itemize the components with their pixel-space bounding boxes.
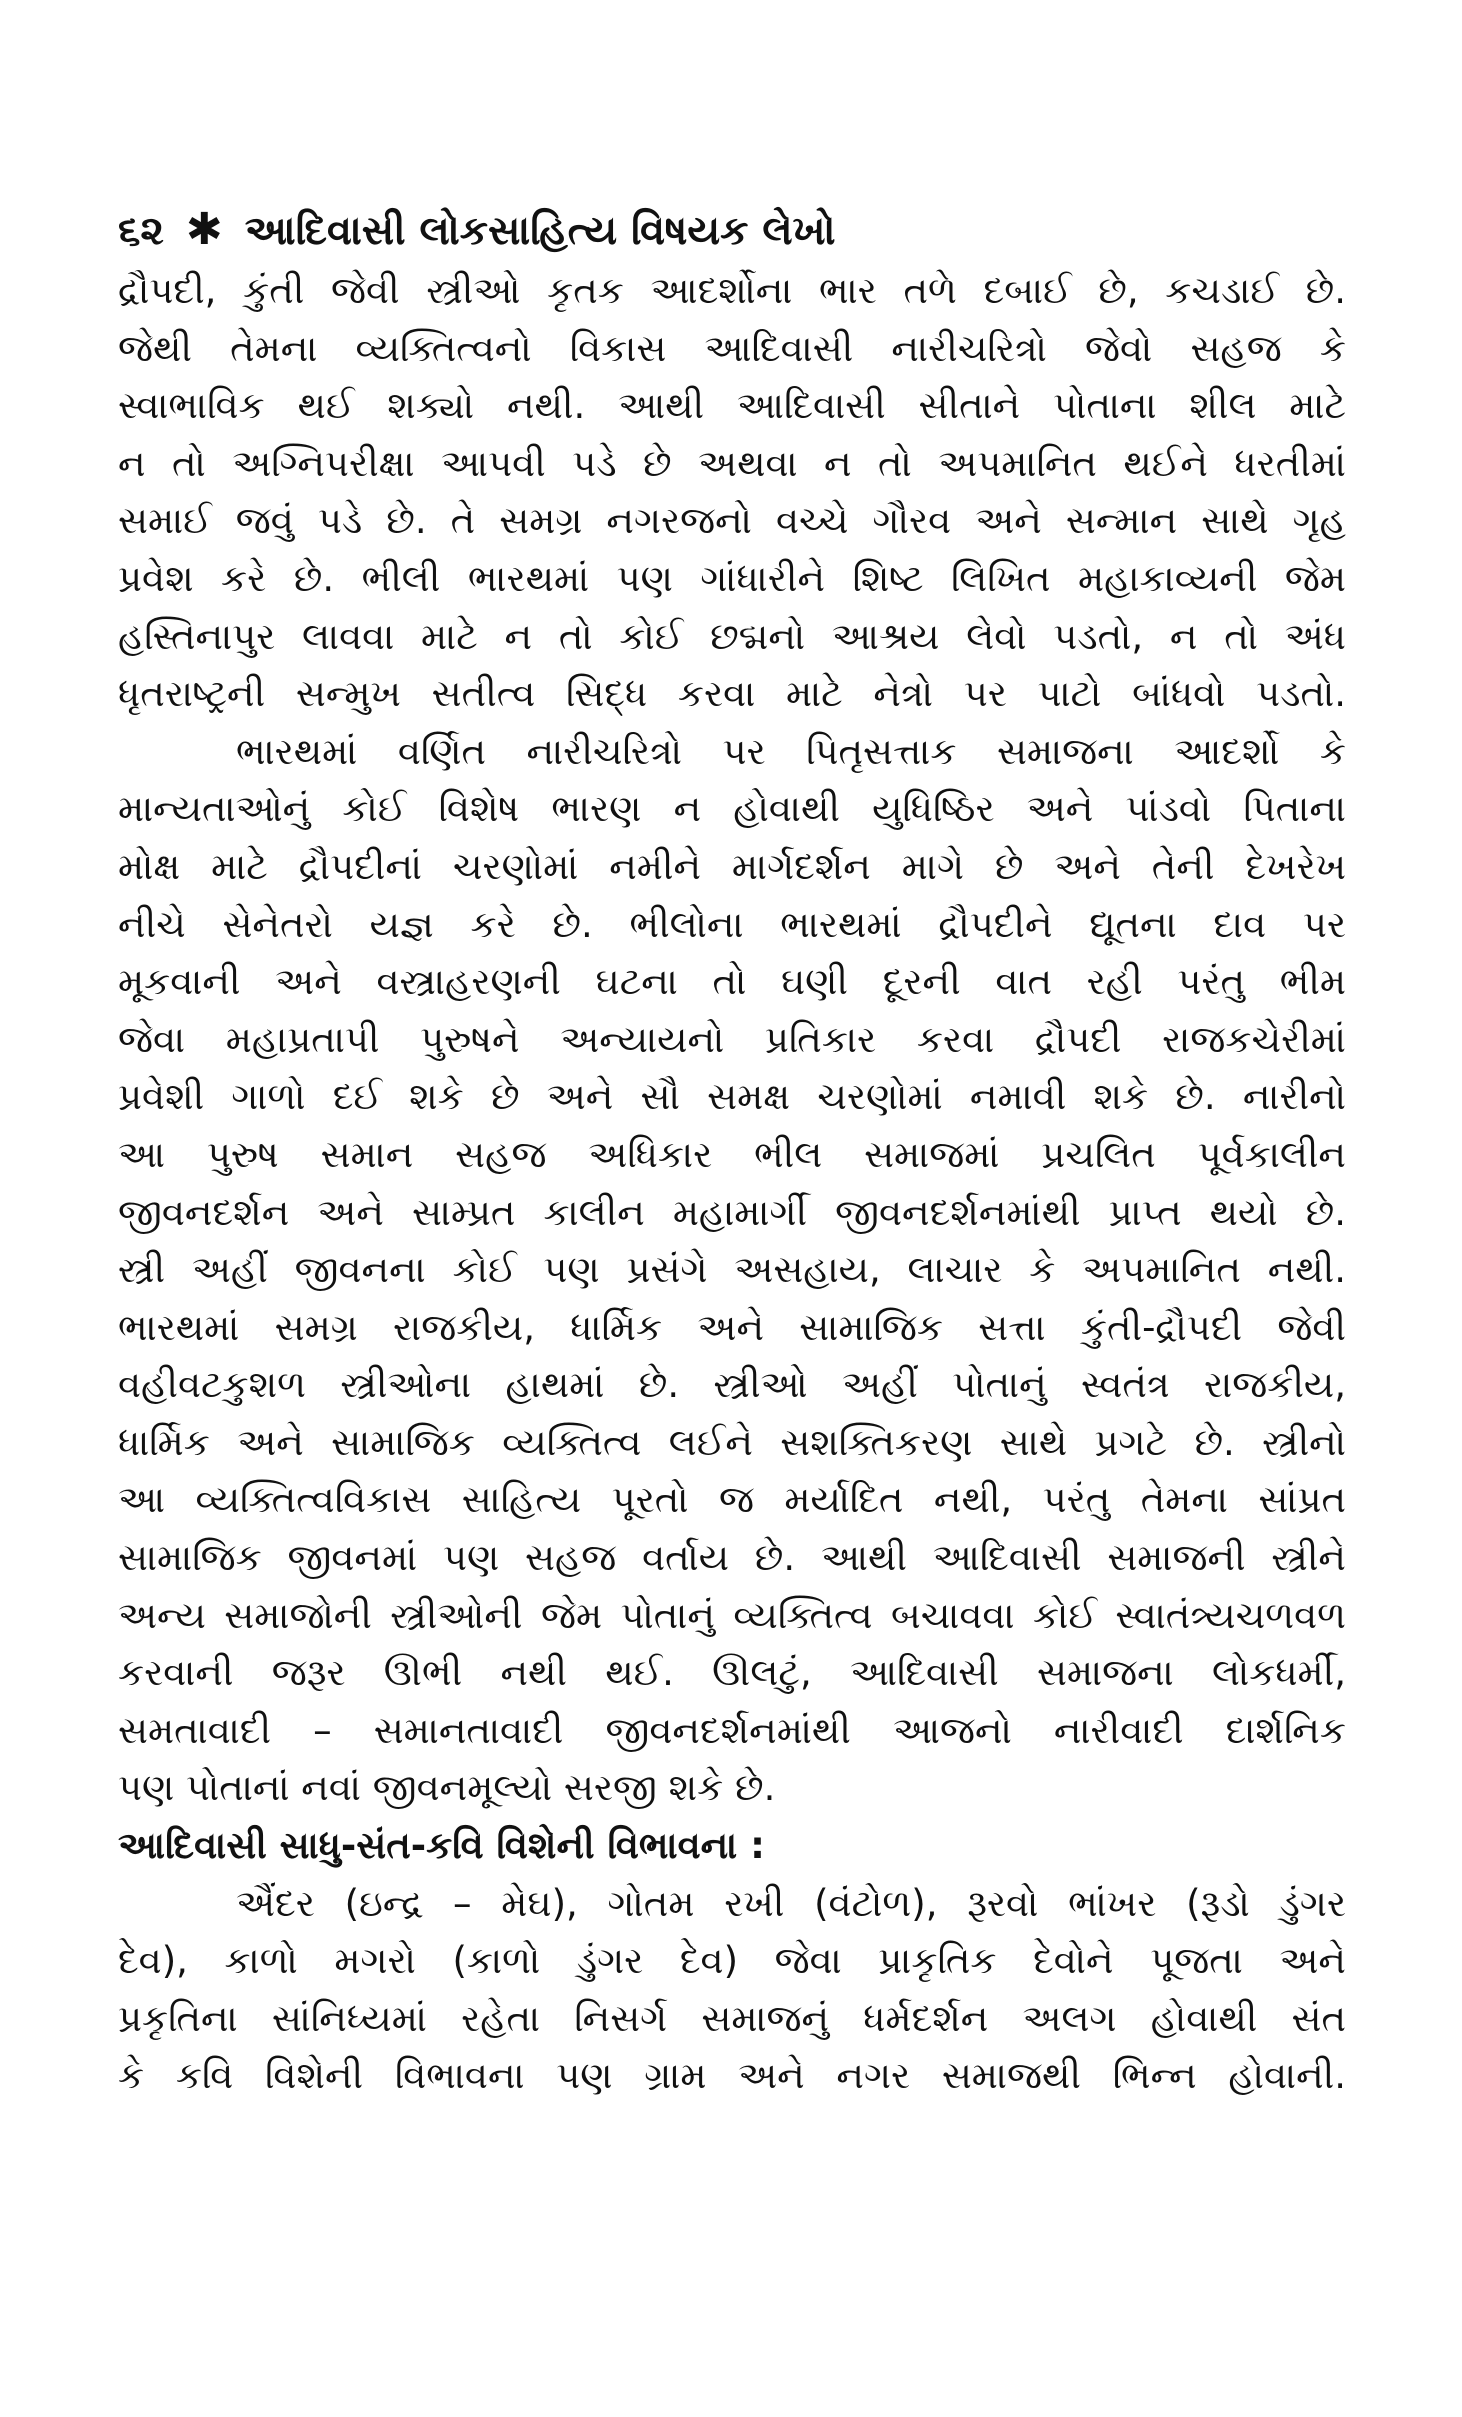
text-line: કે કવિ વિશેની વિભાવના પણ ગ્રામ અને નગર સમાજથી ભિન્ન હોવાની.: [118, 2054, 1346, 2098]
text-line: માન્યતાઓનું કોઈ વિશેષ ભારણ ન હોવાથી યુધિષ્ઠિર અને પાંડવો પિતાના: [118, 787, 1346, 831]
text-line: કરવાની જરૂર ઊભી નથી થઈ. ઊલટું, આદિવાસી સમાજના લોકધર્મી,: [118, 1651, 1346, 1695]
running-header: [118, 200, 1346, 262]
text-line: મૂકવાની અને વસ્ત્રાહરણની ઘટના તો ઘણી દૂરની વાત રહી પરંતુ ભીમ: [118, 960, 1346, 1004]
text-line: સમતાવાદી – સમાનતાવાદી જીવનદર્શનમાંથી આજનો નારીવાદી દાર્શનિક: [118, 1708, 1346, 1752]
text-line: મોક્ષ માટે દ્રૌપદીનાં ચરણોમાં નમીને માર્ગદર્શન માગે છે અને તેની દેખરેખ: [118, 844, 1346, 888]
text-line: ભારથમાં સમગ્ર રાજકીય, ધાર્મિક અને સામાજિક સત્તા કુંતી-દ્રૌપદી જેવી: [118, 1305, 1346, 1349]
text-line: સ્ત્રી અહીં જીવનના કોઈ પણ પ્રસંગે અસહાય, લાચાર કે અપમાનિત નથી.: [118, 1248, 1346, 1292]
text-line: હસ્તિનાપુર લાવવા માટે ન તો કોઈ છદ્મનો આશ્રય લેવો પડતો, ન તો અંધ: [118, 614, 1346, 658]
text-line: આ વ્યક્તિત્વવિકાસ સાહિત્ય પૂરતો જ મર્યાદિત નથી, પરંતુ તેમના સાંપ્રત: [118, 1478, 1346, 1522]
paragraph-3: [118, 1875, 1346, 2105]
paragraph-1: [118, 262, 1346, 723]
paragraph-2: [118, 723, 1346, 1817]
text-line: ધૃતરાષ્ટ્રની સન્મુખ સતીત્વ સિદ્ધ કરવા માટે નેત્રો પર પાટો બાંધવો પડતો.: [118, 672, 1346, 716]
text-line: દેવ), કાળો મગરો (કાળો ડુંગર દેવ) જેવા પ્રાકૃતિક દેવોને પૂજતા અને: [118, 1939, 1346, 1983]
text-line: પણ પોતાનાં નવાં જીવનમૂલ્યો સરજી શકે છે.: [118, 1766, 776, 1810]
text-line: સામાજિક જીવનમાં પણ સહજ વર્તાય છે. આથી આદિવાસી સમાજની સ્ત્રીને: [118, 1536, 1346, 1580]
book-page: [118, 200, 1346, 2105]
text-line: નીચે સેનેતરો યજ્ઞ કરે છે. ભીલોના ભારથમાં દ્રૌપદીને દ્યૂતના દાવ પર: [118, 902, 1346, 946]
text-line: વહીવટકુશળ સ્ત્રીઓના હાથમાં છે. સ્ત્રીઓ અહીં પોતાનું સ્વતંત્ર રાજકીય,: [118, 1363, 1346, 1407]
asterisk-icon: ✱: [185, 204, 223, 255]
text-line: જેથી તેમના વ્યક્તિત્વનો વિકાસ આદિવાસી નારીચરિત્રો જેવો સહજ કે: [118, 326, 1346, 370]
section-heading: આદિવાસી સાધુ-સંત-કવિ વિશેની વિભાવના :: [118, 1824, 765, 1868]
text-line: આ પુરુષ સમાન સહજ અધિકાર ભીલ સમાજમાં પ્રચલિત પૂર્વકાલીન: [118, 1132, 1346, 1176]
text-line: ભારથમાં વર્ણિત નારીચરિત્રો પર પિતૃસત્તાક સમાજના આદર્શો કે: [236, 729, 1346, 773]
text-line: દ્રૌપદી, કુંતી જેવી સ્ત્રીઓ કૃતક આદર્શોના ભાર તળે દબાઈ છે, કચડાઈ છે.: [118, 269, 1346, 312]
text-line: સમાઈ જવું પડે છે. તે સમગ્ર નગરજનો વચ્ચે ગૌરવ અને સન્માન સાથે ગૃહ: [118, 499, 1346, 543]
page-number: ૬૨: [118, 208, 164, 254]
text-line: ન તો અગ્નિપરીક્ષા આપવી પડે છે અથવા ન તો અપમાનિત થઈને ધરતીમાં: [118, 441, 1346, 485]
text-line: પ્રવેશી ગાળો દઈ શકે છે અને સૌ સમક્ષ ચરણોમાં નમાવી શકે છે. નારીનો: [118, 1075, 1346, 1119]
text-line: પ્રકૃતિના સાંનિધ્યમાં રહેતા નિસર્ગ સમાજનું ધર્મદર્શન અલગ હોવાથી સંત: [118, 1996, 1346, 2040]
text-line: ઐંદર (ઇન્દ્ર – મેઘ), ગોતમ રખી (વંટોળ), રૂરવો ભાંખર (રૂડો ડુંગર: [236, 1881, 1346, 1925]
book-title: આદિવાસી લોકસાહિત્ય વિષયક લેખો: [244, 208, 836, 254]
text-line: સ્વાભાવિક થઈ શક્યો નથી. આથી આદિવાસી સીતાને પોતાના શીલ માટે: [118, 384, 1346, 428]
text-line: અન્ય સમાજોની સ્ત્રીઓની જેમ પોતાનું વ્યક્તિત્વ બચાવવા કોઈ સ્વાતંત્ર્યચળવળ: [118, 1593, 1346, 1637]
text-line: પ્રવેશ કરે છે. ભીલી ભારથમાં પણ ગાંધારીને શિષ્ટ લિખિત મહાકાવ્યની જેમ: [118, 556, 1346, 600]
text-line: જીવનદર્શન અને સામ્પ્રત કાલીન મહામાર્ગી જીવનદર્શનમાંથી પ્રાપ્ત થયો છે.: [118, 1190, 1346, 1234]
text-line: જેવા મહાપ્રતાપી પુરુષને અન્યાયનો પ્રતિકાર કરવા દ્રૌપદી રાજકચેરીમાં: [118, 1017, 1346, 1061]
text-line: ધાર્મિક અને સામાજિક વ્યક્તિત્વ લઈને સશક્તિકરણ સાથે પ્રગટે છે. સ્ત્રીનો: [118, 1420, 1346, 1464]
